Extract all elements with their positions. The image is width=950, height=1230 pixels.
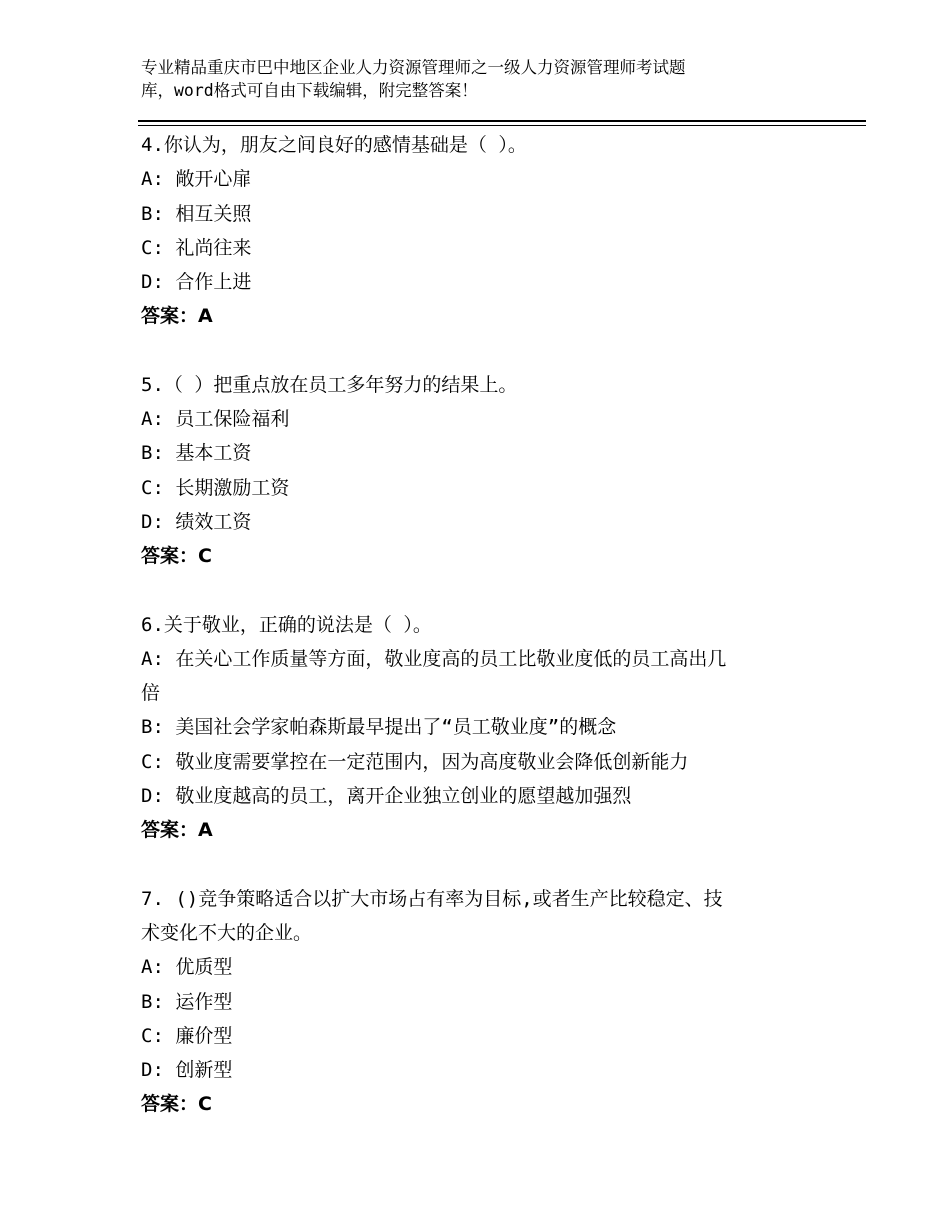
option-b: B: 基本工资 [141,442,252,465]
option-d: D: 创新型 [141,1059,233,1082]
document-header [141,56,861,102]
option-c: C: 长期激励工资 [141,476,290,499]
question-stem: 7. ()竞争策略适合以扩大市场占有率为目标,或者生产比较稳定、技 [141,887,723,910]
option-d: D: 绩效工资 [141,510,252,533]
question-stem-continued: 术变化不大的企业。 [141,921,313,944]
header-divider-thick [138,120,866,122]
option-b: B: 相互关照 [141,202,252,225]
question-list [141,128,861,1122]
option-a-continued: 倍 [141,682,161,705]
answer: 答案：C [141,545,212,568]
option-d: D: 合作上进 [141,271,252,294]
question-6 [141,608,861,848]
header-line-1: 专业精品重庆市巴中地区企业人力资源管理师之一级人力资源管理师考试题 [141,58,686,77]
question-stem: 4.你认为，朋友之间良好的感情基础是（ ）。 [141,134,527,156]
question-stem: 6.关于敬业，正确的说法是（ ）。 [141,613,432,636]
question-5 [141,368,861,574]
option-c: C: 敬业度需要掌控在一定范围内，因为高度敬业会降低创新能力 [141,750,689,773]
option-a: A: 敞开心扉 [141,168,252,191]
answer: 答案：A [141,305,213,328]
option-b: B: 运作型 [141,990,233,1013]
option-a: A: 优质型 [141,956,233,979]
header-divider-thin [138,125,866,126]
question-stem: 5.（ ）把重点放在员工多年努力的结果上。 [141,373,518,396]
question-7 [141,882,861,1122]
answer: 答案：C [141,1093,212,1116]
option-b: B: 美国社会学家帕森斯最早提出了“员工敬业度”的概念 [141,716,617,739]
answer: 答案：A [141,819,213,842]
option-a: A: 在关心工作质量等方面，敬业度高的员工比敬业度低的员工高出几 [141,647,727,670]
option-c: C: 廉价型 [141,1024,233,1047]
header-line-2: 库，word格式可自由下载编辑，附完整答案！ [141,81,478,100]
option-c: C: 礼尚往来 [141,236,252,259]
option-a: A: 员工保险福利 [141,408,290,431]
question-4 [141,128,861,334]
option-d: D: 敬业度越高的员工，离开企业独立创业的愿望越加强烈 [141,785,632,808]
